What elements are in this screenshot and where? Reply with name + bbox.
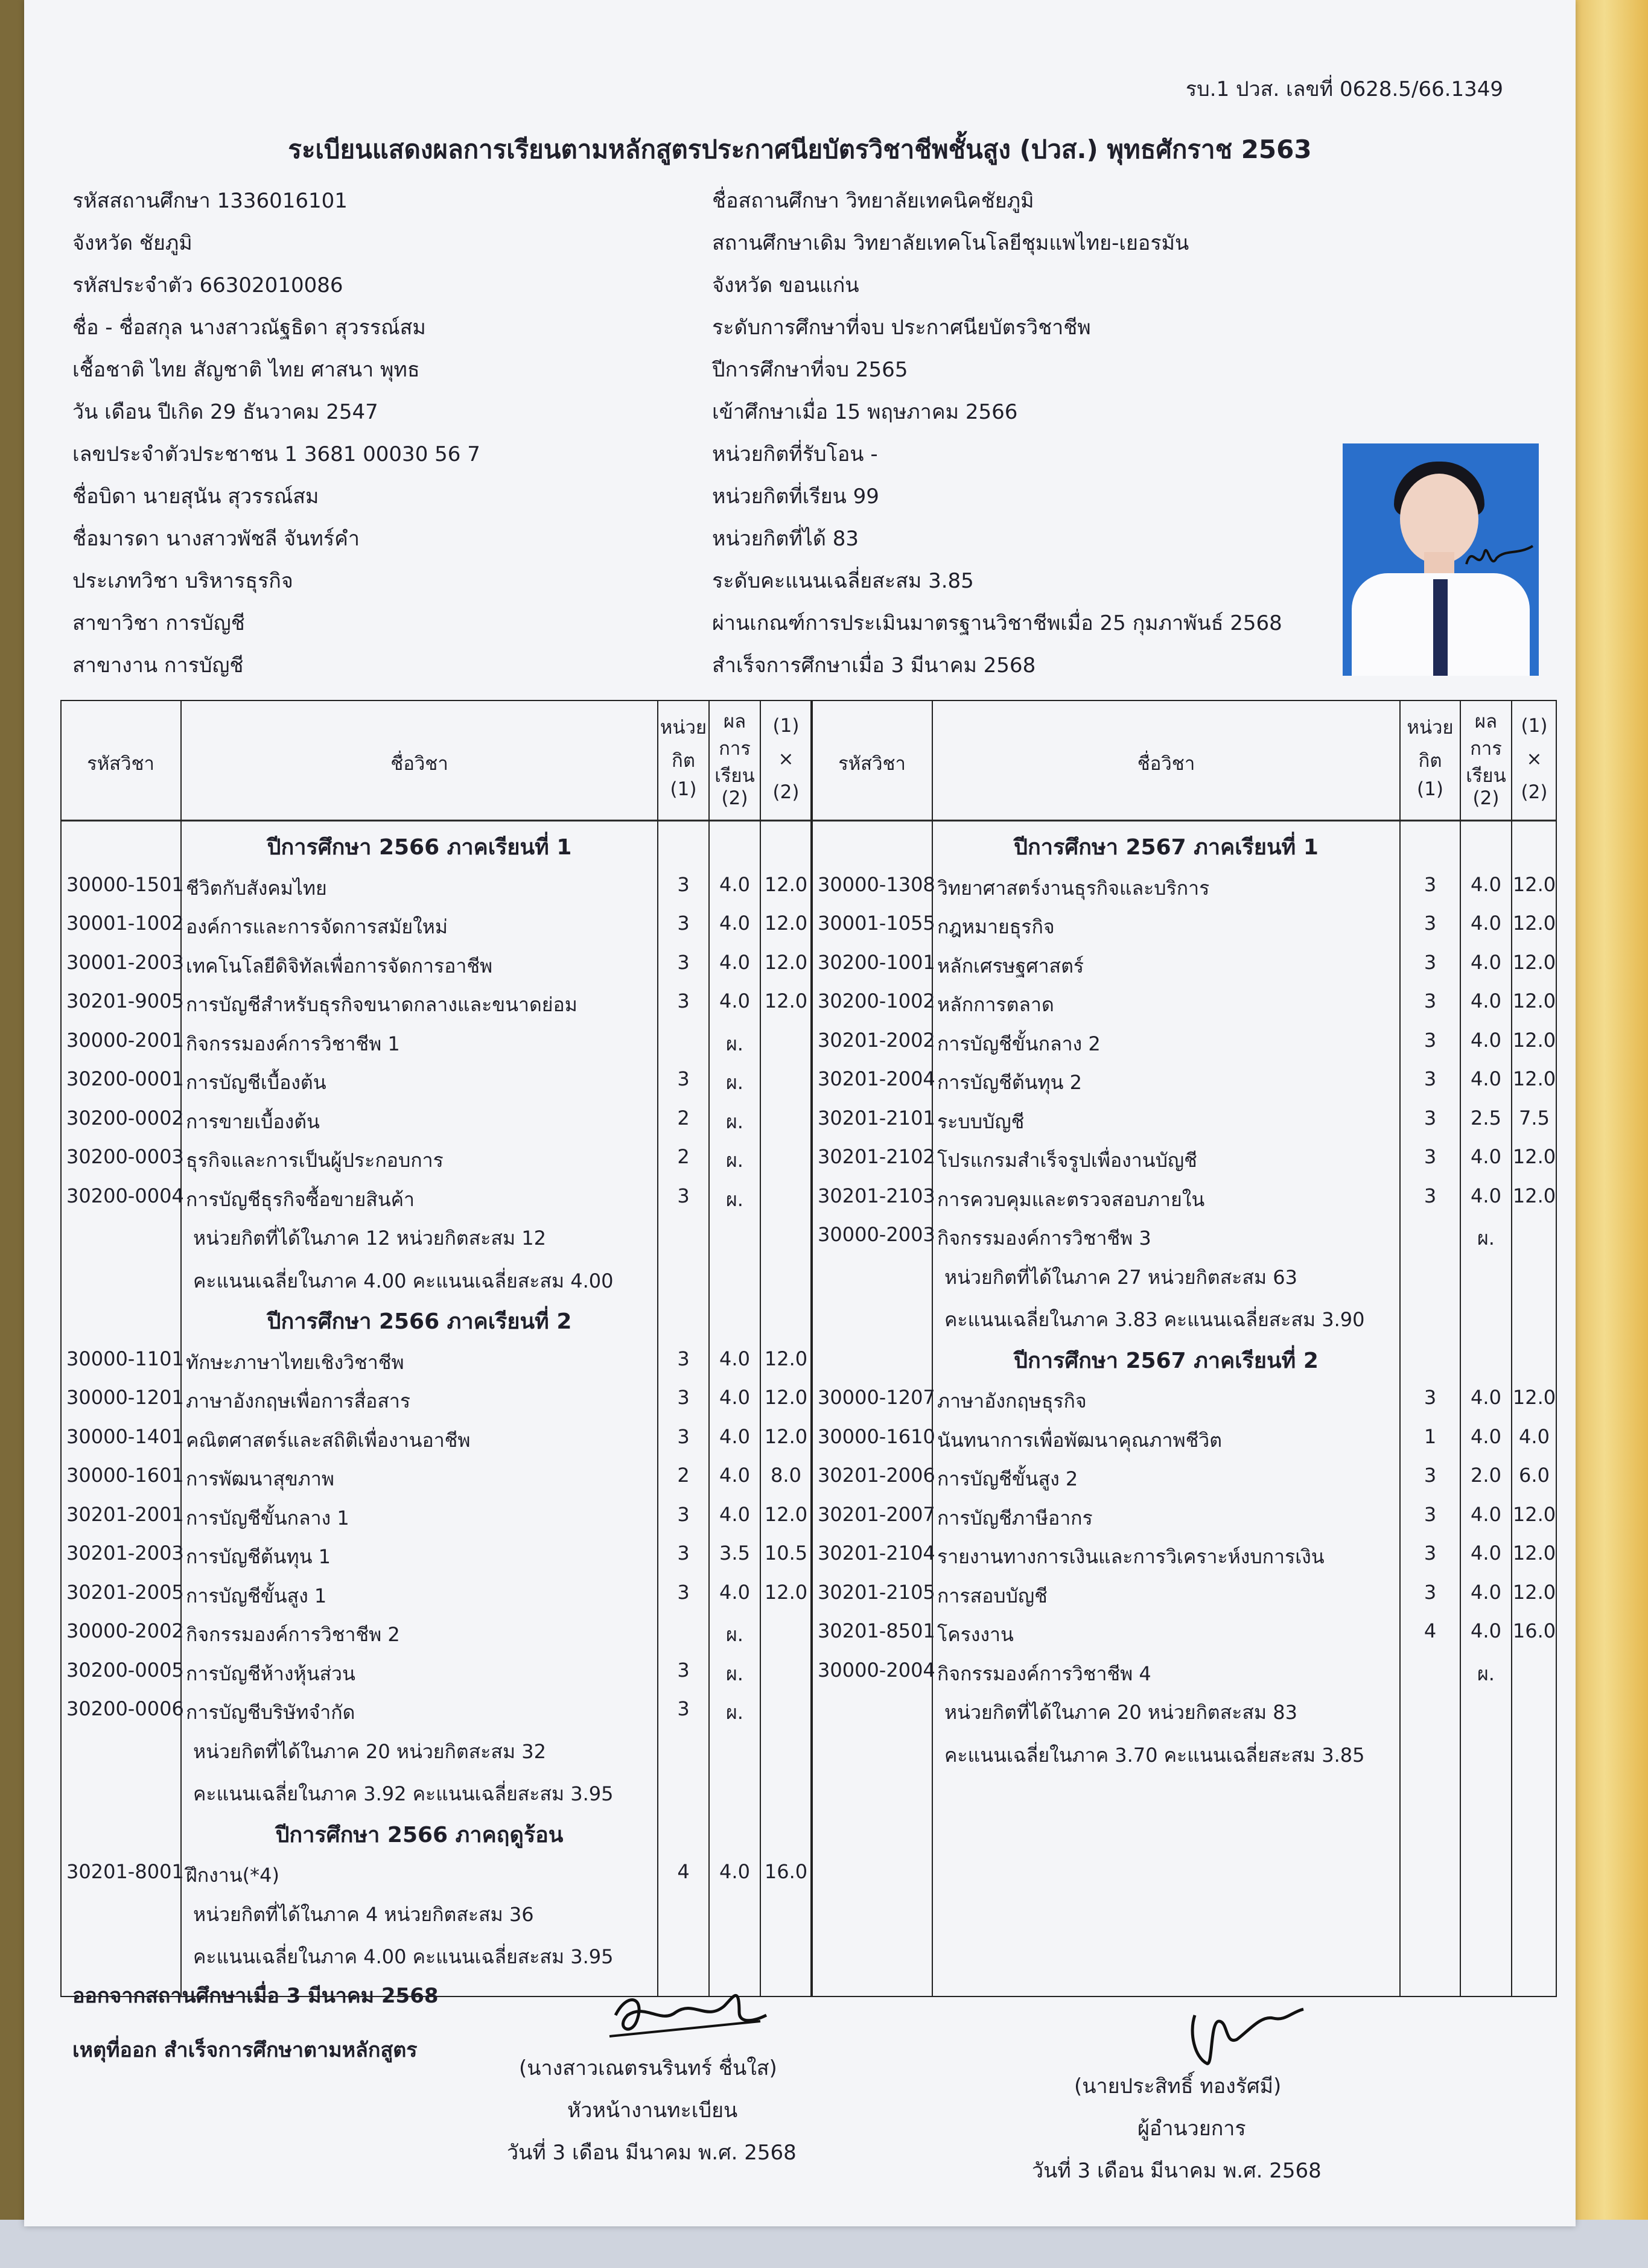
course-code: 30000-1610 xyxy=(818,1425,935,1448)
header-grade: การ xyxy=(1470,738,1502,760)
course-code: 30001-2003 xyxy=(66,950,184,974)
course-credit: 3 xyxy=(1424,950,1437,974)
course-credit: 3 xyxy=(1424,1386,1437,1409)
course-grade: ผ. xyxy=(726,1662,743,1685)
course-product: 12.0 xyxy=(1512,1145,1556,1168)
course-grade: 4.0 xyxy=(719,950,750,974)
course-name: การบัญชีสำหรับธุรกิจขนาดกลางและขนาดย่อม xyxy=(186,993,577,1016)
course-credit: 3 xyxy=(677,1347,690,1370)
course-code: 30201-2103 xyxy=(818,1184,935,1207)
course-credit: 3 xyxy=(677,912,690,935)
course-code: 30201-2002 xyxy=(818,1028,935,1052)
student-info-right-line: ปีการศึกษาที่จบ 2565 xyxy=(712,358,908,382)
course-name: การบัญชีขั้นกลาง 2 xyxy=(937,1032,1101,1055)
student-info-left-line: สาขางาน การบัญชี xyxy=(72,653,244,678)
course-product: 12.0 xyxy=(1512,872,1556,896)
course-product: 6.0 xyxy=(1519,1464,1550,1487)
course-product: 12.0 xyxy=(1512,1542,1556,1564)
course-code: 30201-2005 xyxy=(66,1580,184,1604)
course-credit: 3 xyxy=(677,1425,690,1448)
course-grade: 4.0 xyxy=(1471,872,1501,896)
course-product: 12.0 xyxy=(1512,950,1556,974)
course-code: 30200-0006 xyxy=(66,1697,184,1720)
course-code: 30201-8501 xyxy=(818,1619,935,1642)
course-code: 30201-8001 xyxy=(66,1860,184,1883)
course-name: ชีวิตกับสังคมไทย xyxy=(186,876,327,900)
course-grade: 4.0 xyxy=(719,1860,750,1883)
header-credit: หน่วย xyxy=(1407,717,1454,739)
header-grade: เรียน xyxy=(714,765,755,787)
header-grade: ผล xyxy=(1474,711,1498,732)
course-name: การบัญชีขั้นสูง 1 xyxy=(186,1584,327,1607)
course-credit: 4 xyxy=(677,1860,690,1883)
transcript-sheet xyxy=(24,0,1576,2226)
document-title: ระเบียนแสดงผลการเรียนตามหลักสูตรประกาศนียบัตรวิชาชีพชั้นสูง (ปวส.) พุทธศักราช 2563 xyxy=(288,135,1312,164)
course-credit: 3 xyxy=(1424,1580,1437,1604)
course-grade: 4.0 xyxy=(1471,989,1501,1012)
header-credit: (1) xyxy=(1417,778,1443,800)
student-info-right-line: สถานศึกษาเดิม วิทยาลัยเทคโนโลยีชุมแพไทย-เยอรมัน xyxy=(712,231,1189,255)
course-grade: ผ. xyxy=(1477,1227,1495,1250)
semester-summary: หน่วยกิตที่ได้ในภาค 20 หน่วยกิตสะสม 32 xyxy=(193,1739,546,1763)
course-grade: 2.0 xyxy=(1471,1464,1501,1487)
header-grade: การ xyxy=(719,738,751,760)
course-grade: 4.0 xyxy=(719,1425,750,1448)
course-code: 30000-1501 xyxy=(66,872,184,896)
course-credit: 3 xyxy=(1424,912,1437,935)
director-date: วันที่ 3 เดือน มีนาคม พ.ศ. 2568 xyxy=(1032,2159,1322,2183)
course-credit: 3 xyxy=(677,1580,690,1604)
semester-title: ปีการศึกษา 2566 ภาคฤดูร้อน xyxy=(275,1822,564,1847)
student-info-left-line: เลขประจำตัวประชาชน 1 3681 00030 56 7 xyxy=(72,442,480,466)
header-credit: กิต xyxy=(672,750,695,772)
course-name: การบัญชีบริษัทจำกัด xyxy=(186,1701,355,1724)
course-name: การบัญชีภาษีอากร xyxy=(937,1506,1093,1529)
course-grade: 4.0 xyxy=(1471,912,1501,935)
student-info-right-line: สำเร็จการศึกษาเมื่อ 3 มีนาคม 2568 xyxy=(712,653,1036,678)
student-info-right-line: จังหวัด ขอนแก่น xyxy=(712,273,859,297)
student-info-right-line: เข้าศึกษาเมื่อ 15 พฤษภาคม 2566 xyxy=(712,400,1018,424)
course-grade: ผ. xyxy=(726,1623,743,1646)
semester-summary: คะแนนเฉลี่ยในภาค 3.70 คะแนนเฉลี่ยสะสม 3.85 xyxy=(944,1743,1365,1767)
course-credit: 2 xyxy=(677,1464,690,1487)
course-grade: ผ. xyxy=(1477,1662,1495,1685)
course-product: 16.0 xyxy=(764,1860,808,1883)
course-product: 12.0 xyxy=(1512,1580,1556,1604)
course-name: โครงงาน xyxy=(937,1623,1014,1646)
student-info-right-line: ระดับการศึกษาที่จบ ประกาศนียบัตรวิชาชีพ xyxy=(712,316,1091,340)
course-grade: 4.0 xyxy=(1471,1619,1501,1642)
course-credit: 3 xyxy=(677,1502,690,1526)
course-product: 12.0 xyxy=(764,1580,808,1604)
course-code: 30000-1207 xyxy=(818,1386,935,1409)
course-grade: ผ. xyxy=(726,1032,743,1055)
course-grade: ผ. xyxy=(726,1701,743,1724)
course-code: 30201-2104 xyxy=(818,1542,935,1564)
course-grade: 4.0 xyxy=(1471,1386,1501,1409)
course-credit: 3 xyxy=(1424,1106,1437,1129)
semester-title: ปีการศึกษา 2566 ภาคเรียนที่ 1 xyxy=(267,835,572,860)
semester-summary: หน่วยกิตที่ได้ในภาค 27 หน่วยกิตสะสม 63 xyxy=(944,1265,1297,1289)
course-code: 30000-1308 xyxy=(818,872,935,896)
header-credit: (1) xyxy=(670,778,697,800)
course-credit: 3 xyxy=(1424,1502,1437,1526)
student-info-left-line: ชื่อมารดา นางสาวพัชลี จันทร์คำ xyxy=(72,527,360,551)
student-info-right-line: ชื่อสถานศึกษา วิทยาลัยเทคนิคชัยภูมิ xyxy=(712,189,1034,213)
course-name: ภาษาอังกฤษธุรกิจ xyxy=(937,1390,1087,1412)
leave-date: ออกจากสถานศึกษาเมื่อ 3 มีนาคม 2568 xyxy=(72,1984,439,2008)
registrar-date: วันที่ 3 เดือน มีนาคม พ.ศ. 2568 xyxy=(507,2141,797,2165)
course-product: 7.5 xyxy=(1519,1106,1550,1129)
course-grade: 4.0 xyxy=(719,872,750,896)
course-grade: 4.0 xyxy=(1471,1028,1501,1052)
course-name: กฎหมายธุรกิจ xyxy=(937,915,1055,938)
course-grade: 4.0 xyxy=(1471,1184,1501,1207)
course-grade: 3.5 xyxy=(719,1542,750,1564)
course-code: 30000-1101 xyxy=(66,1347,184,1370)
student-info-right-line: หน่วยกิตที่ได้ 83 xyxy=(712,527,859,551)
registrar-signature xyxy=(603,1979,784,2045)
course-name: การบัญชีขั้นสูง 2 xyxy=(937,1467,1078,1490)
course-code: 30201-2001 xyxy=(66,1502,184,1526)
header-credit: กิต xyxy=(1418,750,1442,772)
course-grade: 4.0 xyxy=(719,1580,750,1604)
background-edge-left xyxy=(0,0,24,2268)
course-code: 30200-0001 xyxy=(66,1067,184,1090)
student-info-left-line: สาขาวิชา การบัญชี xyxy=(72,611,245,635)
course-code: 30000-2002 xyxy=(66,1619,184,1642)
course-name: โปรแกรมสำเร็จรูปเพื่องานบัญชี xyxy=(937,1149,1197,1172)
course-credit: 3 xyxy=(1424,1184,1437,1207)
course-product: 8.0 xyxy=(771,1464,801,1487)
header-product: (2) xyxy=(772,781,800,803)
course-code: 30201-2102 xyxy=(818,1145,935,1168)
director-title: ผู้อำนวยการ xyxy=(1137,2117,1246,2141)
course-code: 30200-1002 xyxy=(818,989,935,1012)
document-number: รบ.1 ปวส. เลขที่ 0628.5/66.1349 xyxy=(1185,77,1503,101)
student-info-left-line: จังหวัด ชัยภูมิ xyxy=(72,231,192,255)
course-name: คณิตศาสตร์และสถิติเพื่องานอาชีพ xyxy=(186,1428,471,1452)
course-product: 12.0 xyxy=(1512,1067,1556,1090)
course-code: 30000-1401 xyxy=(66,1425,184,1448)
header-credit: หน่วย xyxy=(660,717,707,739)
header-product: × xyxy=(1526,748,1542,770)
course-product: 12.0 xyxy=(1512,989,1556,1012)
student-info-right-line: ผ่านเกณฑ์การประเมินมาตรฐานวิชาชีพเมื่อ 25 กุมภาพันธ์ 2568 xyxy=(712,611,1282,635)
semester-summary: คะแนนเฉลี่ยในภาค 3.92 คะแนนเฉลี่ยสะสม 3.95 xyxy=(193,1782,614,1805)
course-product: 12.0 xyxy=(764,872,808,896)
course-grade: 2.5 xyxy=(1471,1106,1501,1129)
course-credit: 3 xyxy=(1424,1542,1437,1564)
header-product: (2) xyxy=(1521,781,1548,803)
course-product: 12.0 xyxy=(764,1425,808,1448)
course-credit: 3 xyxy=(1424,872,1437,896)
grades-table xyxy=(60,700,1557,1997)
course-name: ทักษะภาษาไทยเชิงวิชาชีพ xyxy=(186,1350,404,1374)
course-name: องค์การและการจัดการสมัยใหม่ xyxy=(186,915,448,938)
course-code: 30201-2003 xyxy=(66,1542,184,1564)
course-credit: 3 xyxy=(677,1658,690,1682)
student-info-left-line: ประเภทวิชา บริหารธุรกิจ xyxy=(72,569,293,593)
photo-tie xyxy=(1433,579,1448,676)
course-name: การพัฒนาสุขภาพ xyxy=(186,1467,334,1490)
course-product: 12.0 xyxy=(1512,1028,1556,1052)
course-credit: 3 xyxy=(677,1697,690,1720)
course-product: 12.0 xyxy=(1512,912,1556,935)
course-name: การควบคุมและตรวจสอบภายใน xyxy=(937,1187,1205,1211)
course-code: 30201-2004 xyxy=(818,1067,935,1090)
student-info-left-line: ชื่อ - ชื่อสกุล นางสาวณัฐธิดา สุวรรณ์สม xyxy=(72,316,426,340)
student-info-right-line: หน่วยกิตที่เรียน 99 xyxy=(712,484,879,509)
course-grade: ผ. xyxy=(726,1110,743,1133)
course-grade: 4.0 xyxy=(1471,1425,1501,1448)
course-name: การบัญชีธุรกิจซื้อขายสินค้า xyxy=(186,1187,415,1211)
header-product: × xyxy=(778,748,794,770)
course-credit: 3 xyxy=(677,950,690,974)
course-code: 30000-1201 xyxy=(66,1386,184,1409)
header-grade: ผล xyxy=(723,711,746,732)
course-credit: 3 xyxy=(1424,1145,1437,1168)
course-product: 4.0 xyxy=(1519,1425,1550,1448)
registrar-name: (นางสาวเณตรนรินทร์ ชื่นใส) xyxy=(519,2056,777,2080)
course-product: 12.0 xyxy=(764,1386,808,1409)
director-signature xyxy=(1171,1997,1316,2076)
course-grade: 4.0 xyxy=(719,912,750,935)
course-credit: 3 xyxy=(677,1386,690,1409)
course-grade: 4.0 xyxy=(719,1386,750,1409)
registrar-title: หัวหน้างานทะเบียน xyxy=(567,2098,738,2123)
course-credit: 3 xyxy=(1424,1028,1437,1052)
course-grade: ผ. xyxy=(726,1187,743,1211)
course-name: หลักการตลาด xyxy=(937,993,1054,1016)
course-code: 30200-1001 xyxy=(818,950,935,974)
course-code: 30000-2001 xyxy=(66,1028,184,1052)
course-credit: 3 xyxy=(677,1542,690,1564)
semester-title: ปีการศึกษา 2567 ภาคเรียนที่ 1 xyxy=(1014,835,1319,860)
course-credit: 3 xyxy=(677,872,690,896)
course-product: 16.0 xyxy=(1512,1619,1556,1642)
student-info-right-line: หน่วยกิตที่รับโอน - xyxy=(712,442,878,466)
course-name: นันทนาการเพื่อพัฒนาคุณภาพชีวิต xyxy=(937,1428,1223,1452)
course-name: การบัญชีเบื้องต้น xyxy=(186,1071,326,1094)
student-info-left-line: ชื่อบิดา นายสุนัน สุวรรณ์สม xyxy=(72,484,319,509)
course-name: การขายเบื้องต้น xyxy=(186,1110,320,1133)
header-name: ชื่อวิชา xyxy=(390,753,448,775)
header-product: (1) xyxy=(1521,715,1548,737)
course-code: 30201-9005 xyxy=(66,989,184,1012)
course-name: การบัญชีขั้นกลาง 1 xyxy=(186,1506,349,1529)
course-code: 30200-0004 xyxy=(66,1184,184,1207)
course-credit: 2 xyxy=(677,1106,690,1129)
course-grade: 4.0 xyxy=(1471,1580,1501,1604)
course-grade: ผ. xyxy=(726,1071,743,1094)
header-product: (1) xyxy=(772,715,800,737)
course-credit: 3 xyxy=(677,989,690,1012)
course-name: ระบบบัญชี xyxy=(937,1110,1025,1133)
photo-signature xyxy=(1463,540,1536,576)
header-grade: (2) xyxy=(1472,787,1500,809)
course-name: กิจกรรมองค์การวิชาชีพ 3 xyxy=(937,1227,1151,1250)
course-name: ภาษาอังกฤษเพื่อการสื่อสาร xyxy=(186,1390,411,1412)
semester-title: ปีการศึกษา 2567 ภาคเรียนที่ 2 xyxy=(1014,1348,1319,1373)
course-code: 30201-2105 xyxy=(818,1580,935,1604)
course-code: 30001-1002 xyxy=(66,912,184,935)
course-code: 30000-2003 xyxy=(818,1223,935,1246)
course-code: 30000-1601 xyxy=(66,1464,184,1487)
course-name: การสอบบัญชี xyxy=(937,1584,1048,1607)
course-grade: 4.0 xyxy=(1471,950,1501,974)
course-code: 30000-2004 xyxy=(818,1658,935,1682)
student-info-left-line: รหัสประจำตัว 66302010086 xyxy=(72,273,343,297)
course-product: 12.0 xyxy=(764,1502,808,1526)
student-photo xyxy=(1343,443,1539,676)
course-code: 30201-2007 xyxy=(818,1502,935,1526)
course-grade: 4.0 xyxy=(719,1502,750,1526)
header-code: รหัสวิชา xyxy=(87,753,154,775)
header-name: ชื่อวิชา xyxy=(1137,753,1195,775)
course-credit: 4 xyxy=(1424,1619,1437,1642)
course-code: 30201-2006 xyxy=(818,1464,935,1487)
course-credit: 3 xyxy=(1424,989,1437,1012)
student-info-left-line: รหัสสถานศึกษา 1336016101 xyxy=(72,189,348,213)
leave-reason: เหตุที่ออก สำเร็จการศึกษาตามหลักสูตร xyxy=(72,2038,418,2062)
course-grade: 4.0 xyxy=(1471,1542,1501,1564)
course-product: 12.0 xyxy=(764,912,808,935)
course-product: 12.0 xyxy=(1512,1386,1556,1409)
course-product: 12.0 xyxy=(764,989,808,1012)
course-name: การบัญชีต้นทุน 1 xyxy=(186,1545,331,1568)
course-credit: 3 xyxy=(677,1184,690,1207)
course-name: กิจกรรมองค์การวิชาชีพ 4 xyxy=(937,1662,1151,1685)
semester-summary: คะแนนเฉลี่ยในภาค 4.00 คะแนนเฉลี่ยสะสม 4.00 xyxy=(193,1269,614,1292)
course-product: 12.0 xyxy=(764,950,808,974)
course-name: ฝึกงาน(*4) xyxy=(186,1864,279,1887)
semester-title: ปีการศึกษา 2566 ภาคเรียนที่ 2 xyxy=(267,1309,572,1334)
course-code: 30200-0003 xyxy=(66,1145,184,1168)
student-info-right-line: ระดับคะแนนเฉลี่ยสะสม 3.85 xyxy=(712,569,974,593)
course-name: กิจกรรมองค์การวิชาชีพ 2 xyxy=(186,1623,400,1646)
course-name: การบัญชีห้างหุ้นส่วน xyxy=(186,1662,355,1685)
course-product: 12.0 xyxy=(1512,1502,1556,1526)
semester-summary: คะแนนเฉลี่ยในภาค 4.00 คะแนนเฉลี่ยสะสม 3.95 xyxy=(193,1945,614,1968)
course-name: การบัญชีต้นทุน 2 xyxy=(937,1071,1082,1094)
header-grade: เรียน xyxy=(1466,765,1506,787)
course-credit: 3 xyxy=(677,1067,690,1090)
course-product: 12.0 xyxy=(764,1347,808,1370)
header-grade: (2) xyxy=(721,787,748,809)
course-code: 30200-0005 xyxy=(66,1658,184,1682)
course-name: เทคโนโลยีดิจิทัลเพื่อการจัดการอาชีพ xyxy=(186,954,493,977)
course-grade: 4.0 xyxy=(1471,1067,1501,1090)
course-name: หลักเศรษฐศาสตร์ xyxy=(937,954,1084,977)
semester-summary: หน่วยกิตที่ได้ในภาค 12 หน่วยกิตสะสม 12 xyxy=(193,1227,546,1250)
course-product: 12.0 xyxy=(1512,1184,1556,1207)
director-name: (นายประสิทธิ์ ทองรัศมี) xyxy=(1074,2074,1282,2098)
course-grade: 4.0 xyxy=(719,989,750,1012)
course-credit: 2 xyxy=(677,1145,690,1168)
course-name: ธุรกิจและการเป็นผู้ประกอบการ xyxy=(186,1149,444,1172)
student-info-left-line: วัน เดือน ปีเกิด 29 ธันวาคม 2547 xyxy=(72,400,378,424)
background-edge-right xyxy=(1576,0,1648,2268)
course-credit: 1 xyxy=(1424,1425,1437,1448)
course-product: 10.5 xyxy=(764,1542,808,1564)
course-name: รายงานทางการเงินและการวิเคราะห์งบการเงิน xyxy=(937,1545,1325,1568)
background-edge-bottom xyxy=(0,2220,1648,2268)
header-code: รหัสวิชา xyxy=(838,753,906,775)
course-credit: 3 xyxy=(1424,1464,1437,1487)
semester-summary: คะแนนเฉลี่ยในภาค 3.83 คะแนนเฉลี่ยสะสม 3.90 xyxy=(944,1308,1365,1331)
course-grade: 4.0 xyxy=(719,1347,750,1370)
semester-summary: หน่วยกิตที่ได้ในภาค 20 หน่วยกิตสะสม 83 xyxy=(944,1701,1297,1724)
course-code: 30200-0002 xyxy=(66,1106,184,1129)
course-credit: 3 xyxy=(1424,1067,1437,1090)
semester-summary: หน่วยกิตที่ได้ในภาค 4 หน่วยกิตสะสม 36 xyxy=(193,1902,534,1926)
course-code: 30201-2101 xyxy=(818,1106,935,1129)
course-code: 30001-1055 xyxy=(818,912,935,935)
course-grade: ผ. xyxy=(726,1149,743,1172)
student-info-left-line: เชื้อชาติ ไทย สัญชาติ ไทย ศาสนา พุทธ xyxy=(72,358,420,382)
course-name: วิทยาศาสตร์งานธุรกิจและบริการ xyxy=(937,876,1210,900)
course-grade: 4.0 xyxy=(719,1464,750,1487)
course-grade: 4.0 xyxy=(1471,1145,1501,1168)
course-grade: 4.0 xyxy=(1471,1502,1501,1526)
course-name: กิจกรรมองค์การวิชาชีพ 1 xyxy=(186,1032,400,1055)
